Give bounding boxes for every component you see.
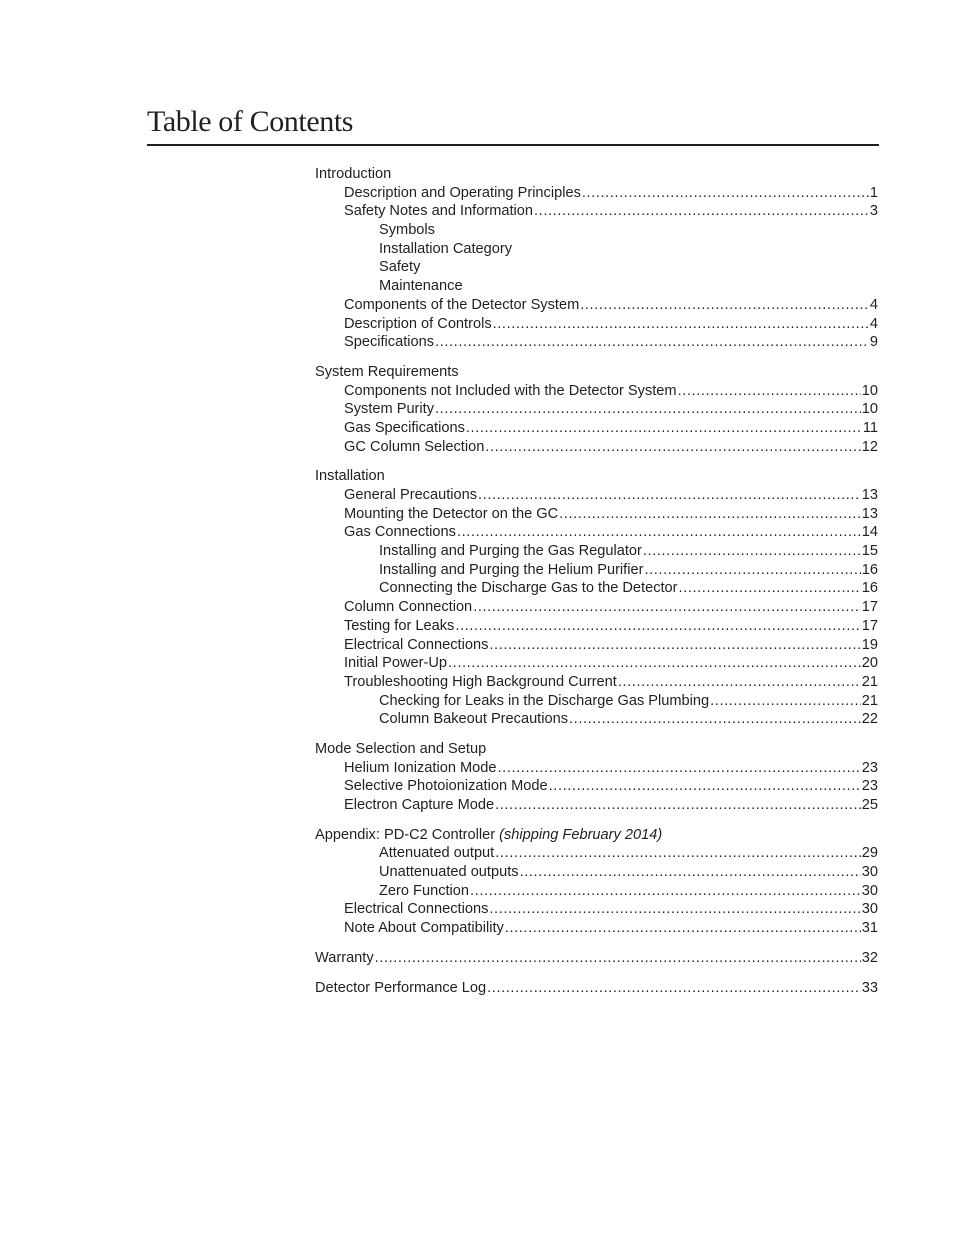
toc-entry[interactable] [315, 419, 878, 438]
entry-page: 3 [869, 203, 878, 220]
entry-label: Electron Capture Mode [344, 797, 495, 813]
entry-page: 14 [861, 524, 878, 541]
toc-entry[interactable] [315, 202, 878, 221]
dot-leader [489, 636, 860, 655]
appendix-heading-text: Appendix: PD-C2 Controller [315, 826, 496, 843]
dot-leader [549, 777, 861, 796]
entry-label: Unattenuated outputs [379, 864, 519, 881]
toc-section-mode-selection [315, 740, 878, 815]
dot-leader [493, 315, 869, 334]
dot-leader [505, 919, 861, 938]
entry-page: 30 [861, 901, 878, 918]
entry-label: Gas Connections [344, 524, 456, 541]
entry-label: Testing for Leaks [344, 617, 455, 634]
dot-leader [466, 419, 862, 438]
toc-section-introduction [315, 165, 878, 352]
dot-leader [580, 296, 869, 315]
dot-leader [559, 505, 861, 524]
entry-page: 31 [861, 920, 878, 937]
dot-leader [473, 598, 861, 617]
dot-leader [644, 561, 860, 580]
section-heading: Introduction [315, 166, 392, 182]
toc-subitem[interactable]: Safety [379, 259, 421, 276]
toc-entry-performance-log[interactable] [315, 979, 878, 998]
entry-label: Electrical Connections [344, 636, 489, 653]
toc-entry[interactable] [315, 579, 878, 598]
dot-leader [569, 710, 861, 729]
entry-label: Selective Photoionization Mode [344, 778, 548, 795]
toc-entry[interactable] [315, 692, 878, 711]
toc-entry[interactable] [315, 333, 878, 352]
entry-label: System Purity [344, 401, 435, 418]
entry-page: 30 [861, 882, 878, 899]
toc-section-installation [315, 467, 878, 729]
toc-subitem[interactable]: Symbols [379, 222, 435, 239]
entry-page: 21 [861, 692, 878, 709]
toc-section-performance-log [315, 979, 878, 998]
entry-label: Initial Power-Up [344, 655, 448, 672]
toc-entry[interactable] [315, 315, 878, 334]
entry-page: 16 [861, 561, 878, 578]
dot-leader [448, 654, 861, 673]
entry-page: 17 [861, 617, 878, 634]
entry-page: 15 [861, 543, 878, 560]
entry-page: 32 [861, 949, 878, 966]
entry-label: Mounting the Detector on the GC [344, 505, 559, 522]
dot-leader [498, 759, 861, 778]
dot-leader [435, 400, 861, 419]
toc-entry[interactable] [315, 636, 878, 655]
entry-page: 19 [861, 636, 878, 653]
entry-page: 22 [861, 711, 878, 728]
toc-entry-warranty[interactable] [315, 949, 878, 968]
toc-section-system-requirements [315, 363, 878, 456]
entry-page: 10 [861, 401, 878, 418]
entry-label: Components not Included with the Detector System [344, 382, 677, 399]
entry-label: Specifications [344, 334, 435, 351]
toc-section-warranty [315, 949, 878, 968]
entry-label: Column Bakeout Precautions [379, 711, 569, 728]
dot-leader [470, 882, 861, 901]
dot-leader [495, 844, 861, 863]
toc-entry[interactable] [315, 561, 878, 580]
entry-page: 1 [869, 184, 878, 201]
entry-label: Detector Performance Log [315, 979, 487, 996]
entry-page: 23 [861, 759, 878, 776]
toc-entry[interactable] [315, 844, 878, 863]
entry-label: Checking for Leaks in the Discharge Gas Plumbing [379, 692, 710, 709]
toc-entry[interactable] [315, 542, 878, 561]
dot-leader [375, 949, 861, 968]
entry-page: 9 [869, 334, 878, 351]
section-heading: System Requirements [315, 363, 459, 380]
dot-leader [679, 579, 861, 598]
entry-page: 16 [861, 580, 878, 597]
entry-label: Components of the Detector System [344, 296, 580, 313]
toc-entry[interactable] [315, 673, 878, 692]
entry-page: 29 [861, 845, 878, 862]
toc-entry[interactable] [315, 863, 878, 882]
title-divider [147, 144, 879, 146]
entry-page: 10 [861, 382, 878, 399]
dot-leader [678, 382, 861, 401]
entry-page: 23 [861, 778, 878, 795]
entry-page: 33 [861, 979, 878, 996]
toc-subitem[interactable]: Installation Category [379, 240, 513, 257]
dot-leader [534, 202, 869, 221]
entry-page: 13 [861, 487, 878, 503]
section-heading: Mode Selection and Setup [315, 740, 487, 757]
dot-leader [495, 796, 861, 815]
toc-entry[interactable] [315, 438, 878, 457]
toc-entry[interactable] [315, 900, 878, 919]
entry-label: Description and Operating Principles [344, 184, 581, 201]
entry-page: 21 [861, 673, 878, 690]
toc-entry[interactable] [315, 598, 878, 617]
entry-page: 17 [861, 599, 878, 616]
table-of-contents [315, 165, 878, 1008]
entry-label: Installing and Purging the Gas Regulator [379, 543, 642, 560]
dot-leader [455, 617, 860, 636]
entry-page: 4 [869, 315, 878, 332]
toc-section-appendix [315, 826, 878, 938]
toc-entry[interactable] [315, 184, 878, 203]
entry-label: Safety Notes and Information [344, 203, 534, 220]
page-title: Table of Contents [147, 105, 354, 138]
dot-leader [618, 673, 861, 692]
toc-entry[interactable] [315, 796, 878, 815]
toc-entry[interactable] [315, 486, 878, 505]
entry-label: Warranty [315, 949, 374, 966]
dot-leader [643, 542, 861, 561]
entry-label: Installing and Purging the Helium Purifier [379, 561, 644, 578]
toc-entry[interactable] [315, 523, 878, 542]
entry-page: 13 [861, 505, 878, 522]
toc-subitem[interactable]: Maintenance [379, 278, 463, 295]
entry-label: Helium Ionization Mode [344, 759, 497, 776]
entry-label: Gas Specifications [344, 419, 465, 436]
toc-entry[interactable] [315, 882, 878, 901]
dot-leader [435, 333, 869, 352]
entry-page: 12 [861, 438, 878, 455]
toc-entry[interactable] [315, 617, 878, 636]
dot-leader [582, 184, 869, 203]
entry-page: 11 [862, 419, 878, 436]
entry-label: Description of Controls [344, 315, 492, 332]
entry-label: Note About Compatibility [344, 920, 504, 937]
entry-label: GC Column Selection [344, 438, 485, 455]
toc-entry[interactable] [315, 654, 878, 673]
entry-page: 30 [861, 864, 878, 881]
entry-label: Connecting the Discharge Gas to the Detector [379, 580, 678, 597]
dot-leader [478, 486, 861, 505]
toc-entry[interactable] [315, 710, 878, 729]
dot-leader [485, 438, 860, 457]
dot-leader [457, 523, 861, 542]
toc-entry[interactable] [315, 777, 878, 796]
entry-page: 25 [861, 797, 878, 813]
entry-label: Attenuated output [379, 845, 495, 862]
dot-leader [520, 863, 861, 882]
entry-page: 4 [869, 296, 878, 313]
dot-leader [710, 692, 861, 711]
toc-entry[interactable] [315, 919, 878, 938]
entry-label: General Precautions [344, 487, 478, 503]
entry-label: Zero Function [379, 882, 470, 899]
entry-label: Column Connection [344, 599, 473, 616]
section-heading [315, 826, 878, 845]
toc-entry[interactable] [315, 296, 878, 315]
entry-page: 20 [861, 655, 878, 672]
toc-entry[interactable] [315, 759, 878, 778]
toc-entry[interactable] [315, 505, 878, 524]
entry-label: Electrical Connections [344, 901, 489, 918]
dot-leader [487, 979, 861, 998]
entry-label: Troubleshooting High Background Current [344, 673, 617, 690]
appendix-heading-note: (shipping February 2014) [499, 826, 663, 843]
section-heading: Installation [315, 468, 385, 485]
toc-entry[interactable] [315, 400, 878, 419]
dot-leader [489, 900, 860, 919]
toc-entry[interactable] [315, 382, 878, 401]
